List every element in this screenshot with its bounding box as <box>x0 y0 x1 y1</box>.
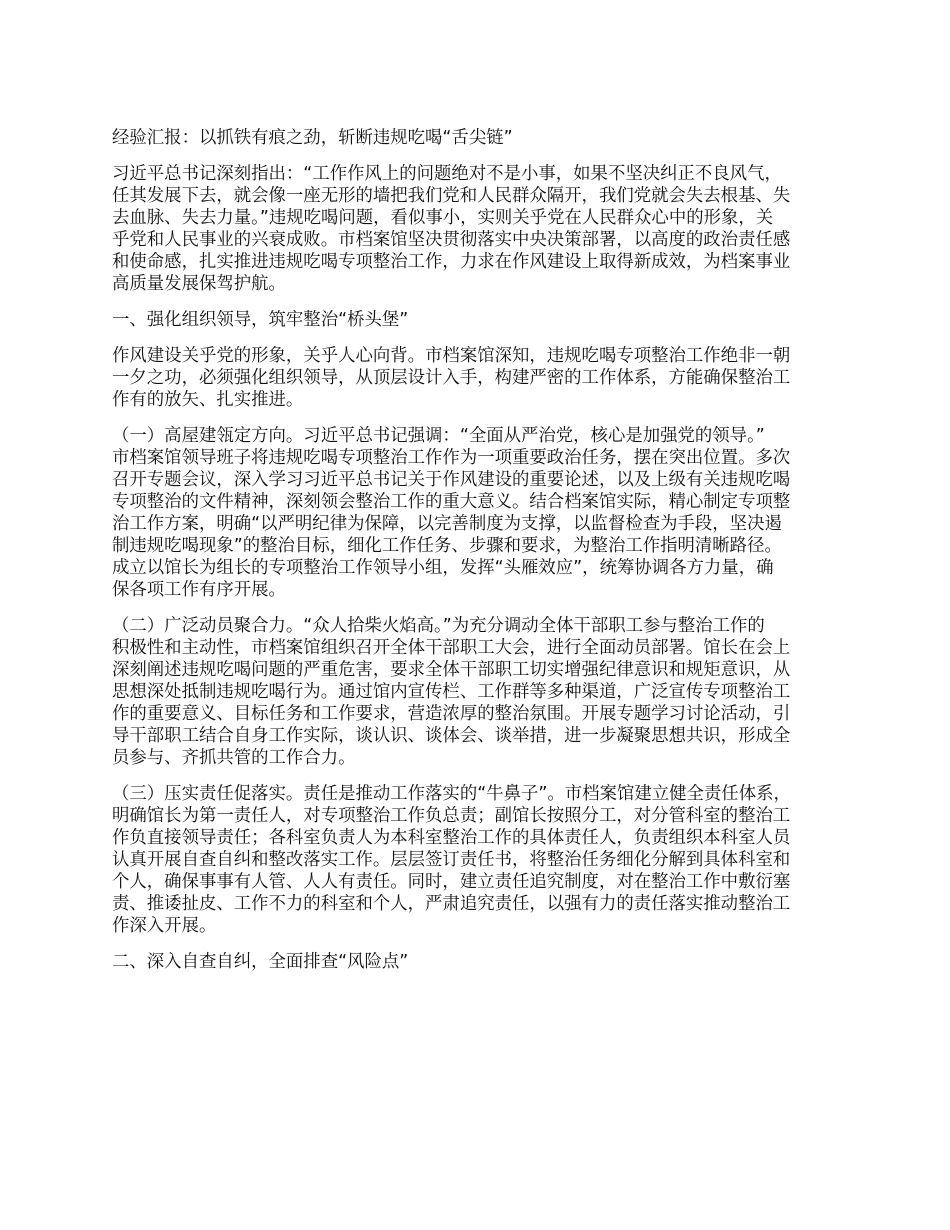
paragraph-line: 积极性和主动性，市档案馆组织召开全体干部职工大会，进行全面动员部署。馆长在会上 <box>112 638 791 658</box>
paragraph-line: 高质量发展保驾护航。 <box>112 274 286 294</box>
section-heading <box>112 309 852 331</box>
paragraph-line: 召开专题会议，深入学习习近平总书记关于作风建设的重要论述，以及上级有关违规吃喝 <box>112 470 791 490</box>
paragraph-line: 市档案馆领导班子将违规吃喝专项整治工作作为一项重要政治任务，摆在突出位置。多次 <box>112 448 791 468</box>
section-heading <box>112 951 852 973</box>
paragraph-line: 明确馆长为第一责任人，对专项整治工作负总责；副馆长按照分工，对分管科室的整治工 <box>112 806 791 826</box>
paragraph-line: 治工作方案，明确“以严明纪律为保障，以完善制度为支撑，以监督检查为手段，坚决遏 <box>112 514 782 534</box>
paragraph-line: 思想深处抵制违规吃喝行为。通过馆内宣传栏、工作群等多种渠道，广泛宣传专项整治工 <box>112 682 791 702</box>
paragraph-line: 保各项工作有序开展。 <box>112 580 286 600</box>
paragraph-line: 和使命感，扎实推进违规吃喝专项整治工作，力求在作风建设上取得新成效，为档案事业 <box>112 252 791 272</box>
document-title <box>112 127 852 149</box>
paragraph-line: 作有的放矢、扎实推进。 <box>112 390 304 410</box>
paragraph-line: 员参与、齐抓共管的工作合力。 <box>112 748 356 768</box>
paragraph-line: （一）高屋建瓴定方向。习近平总书记强调：“全面从严治党，核心是加强党的领导。” <box>112 426 765 446</box>
paragraph <box>112 783 852 937</box>
paragraph <box>112 163 852 295</box>
paragraph-line: 责、推诿扯皮、工作不力的科室和个人，严肃追究责任，以强有力的责任落实推动整治工 <box>112 894 791 914</box>
paragraph-line: 制违规吃喝现象”的整治目标，细化工作任务、步骤和要求，为整治工作指明清晰路径。 <box>112 536 782 556</box>
paragraph <box>112 345 852 411</box>
paragraph-line: 认真开展自查自纠和整改落实工作。层层签订责任书，将整治任务细化分解到具体科室和 <box>112 850 791 870</box>
paragraph-line: 习近平总书记深刻指出：“工作作风上的问题绝对不是小事，如果不坚决纠正不良风气， <box>112 164 782 184</box>
title-text: 经验汇报：以抓铁有痕之劲，斩断违规吃喝“舌尖链” <box>112 128 513 148</box>
paragraph <box>112 615 852 769</box>
paragraph-line: 作的重要意义、目标任务和工作要求，营造浓厚的整治氛围。开展专题学习讨论活动，引 <box>112 704 791 724</box>
paragraph-line: 作深入开展。 <box>112 916 217 936</box>
heading-text: 一、强化组织领导，筑牢整治“桥头堡” <box>112 310 409 330</box>
paragraph-line: 去血脉、失去力量。”违规吃喝问题，看似事小，实则关乎党在人民群众心中的形象，关 <box>112 208 774 228</box>
document-page <box>112 127 852 987</box>
paragraph-line: （二）广泛动员聚合力。“众人拾柴火焰高。”为充分调动全体干部职工参与整治工作的 <box>112 616 765 636</box>
paragraph-line: 乎党和人民事业的兴衰成败。市档案馆坚决贯彻落实中央决策部署，以高度的政治责任感 <box>112 230 791 250</box>
paragraph-line: 成立以馆长为组长的专项整治工作领导小组，发挥“头雁效应”，统筹协调各方力量，确 <box>112 558 774 578</box>
paragraph-line: （三）压实责任促落实。责任是推动工作落实的“牛鼻子”。市档案馆建立健全责任体系， <box>112 784 791 804</box>
paragraph-line: 导干部职工结合自身工作实际，谈认识、谈体会、谈举措，进一步凝聚思想共识，形成全 <box>112 726 791 746</box>
paragraph-line: 专项整治的文件精神，深刻领会整治工作的重大意义。结合档案馆实际，精心制定专项整 <box>112 492 791 512</box>
heading-text: 二、深入自查自纠，全面排查“风险点” <box>112 952 409 972</box>
paragraph <box>112 425 852 601</box>
paragraph-line: 任其发展下去，就会像一座无形的墙把我们党和人民群众隔开，我们党就会失去根基、失 <box>112 186 791 206</box>
paragraph-line: 作负直接领导责任；各科室负责人为本科室整治工作的具体责任人，负责组织本科室人员 <box>112 828 791 848</box>
paragraph-line: 一夕之功，必须强化组织领导，从顶层设计入手，构建严密的工作体系，方能确保整治工 <box>112 368 791 388</box>
paragraph-line: 作风建设关乎党的形象，关乎人心向背。市档案馆深知，违规吃喝专项整治工作绝非一朝 <box>112 346 791 366</box>
document-body <box>112 163 852 973</box>
paragraph-line: 个人，确保事事有人管、人人有责任。同时，建立责任追究制度，对在整治工作中敷衍塞 <box>112 872 791 892</box>
paragraph-line: 深刻阐述违规吃喝问题的严重危害，要求全体干部职工切实增强纪律意识和规矩意识，从 <box>112 660 791 680</box>
